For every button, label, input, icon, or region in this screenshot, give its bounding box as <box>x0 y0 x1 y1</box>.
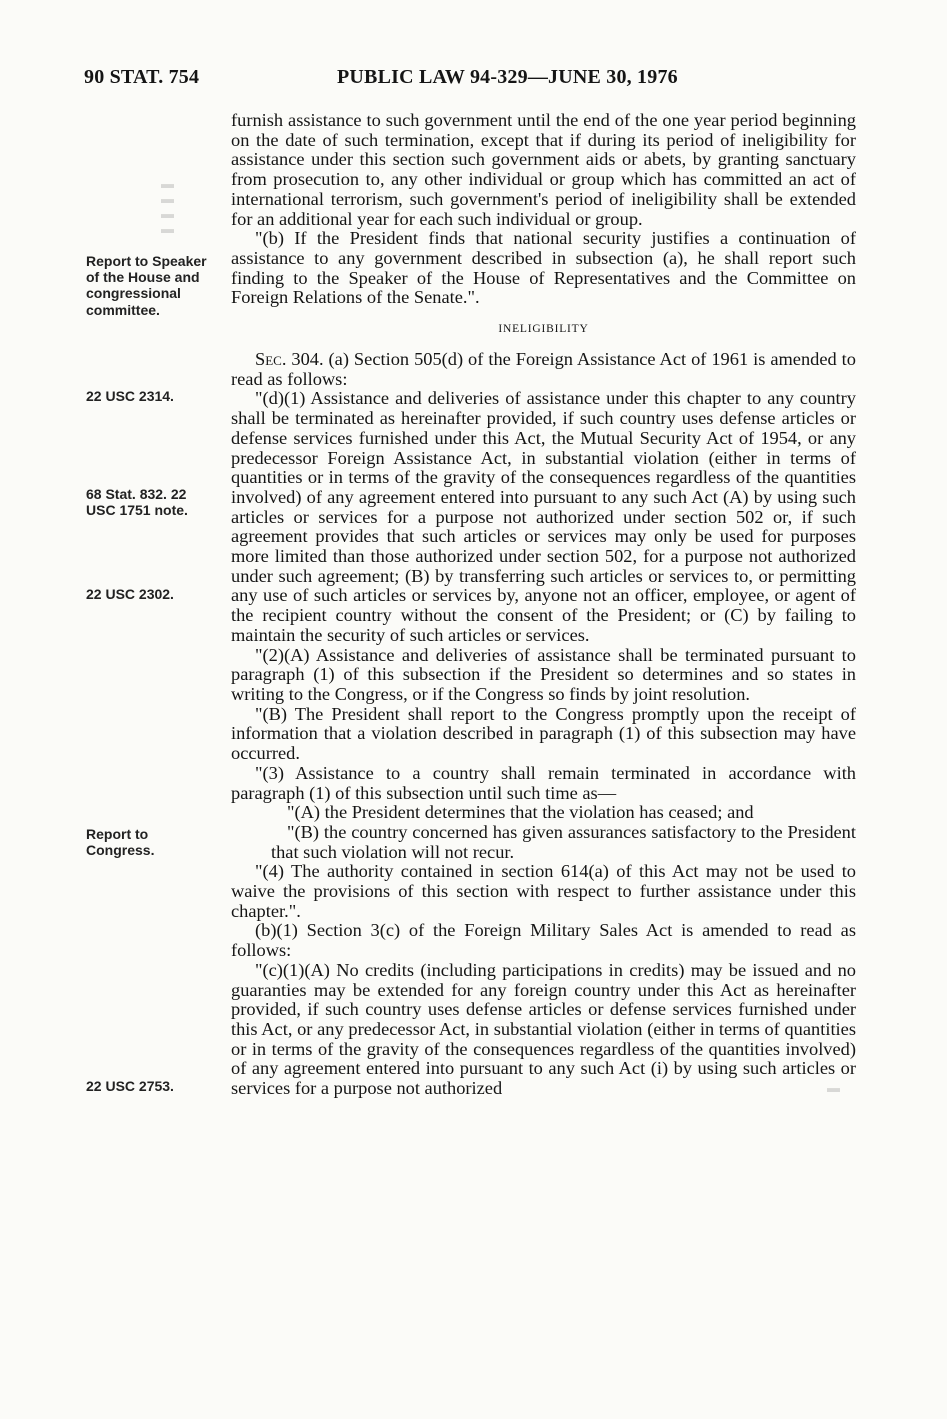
paragraph: "(B) the country concerned has given assurances satisfactory to the President that such violation will not recur. <box>271 821 856 862</box>
bleed-through-mark: ▬ ▬ ▬ ▬ <box>161 176 174 236</box>
paragraph: "(b) If the President finds that national security justifies a continuation of assistance to any government described in subsection (a), he shall report such finding to the Speaker of the House of Representatives and the Committee on Foreign Relations of the Senate.". <box>231 228 856 308</box>
margin-note-22usc2314: 22 USC 2314. <box>86 388 174 404</box>
paragraph: "(4) The authority contained in section 614(a) of this Act may not be used to waive the provisions of this section with respect to further assistance under this chapter.". <box>231 861 856 921</box>
paragraph: "(3) Assistance to a country shall remain terminated in accordance with paragraph (1) of this subsection until such time as— <box>231 762 856 803</box>
margin-note-22usc2302: 22 USC 2302. <box>86 586 174 602</box>
paragraph: "(c)(1)(A) No credits (including participations in credits) may be issued and no guaranties may be extended for any foreign country under this Act as hereinafter provided, if such country uses defense articles or defense services furnished under this Act, or any predecessor Act, in substantial violation (either in terms of quantities or in terms of the gravity of the consequences regardless of the quantities involved) of any agreement entered into pursuant to any such Act (i) by using such articles or services for a purpose not authorized <box>231 959 856 1099</box>
paragraph: (b)(1) Section 3(c) of the Foreign Military Sales Act is amended to read as follows: <box>231 920 856 961</box>
section-label: Sec. <box>255 349 287 370</box>
section-text: 304. (a) Section 505(d) of the Foreign Assistance Act of 1961 is amended to read as follows: <box>231 349 856 389</box>
margin-note-22usc2753: 22 USC 2753. <box>86 1078 174 1094</box>
margin-note-report-congress: Report to Congress. <box>86 826 155 859</box>
margin-note-68stat832: 68 Stat. 832. 22 USC 1751 note. <box>86 486 188 519</box>
stat-page-number: 90 STAT. 754 <box>84 66 200 88</box>
paragraph: "(2)(A) Assistance and deliveries of assistance shall be terminated pursuant to paragraph (1) of this subsection if the President so determines and so states in writing to the Congress, or if the Congress so finds by joint resolution. <box>231 644 856 704</box>
statute-body <box>231 111 856 1099</box>
bleed-through-mark: ▬ <box>827 1080 840 1095</box>
margin-note-report-speaker: Report to Speaker of the House and congressional committee. <box>86 253 207 318</box>
paragraph: furnish assistance to such government until the end of the one year period beginning on the date of such termination, except that if during its period of ineligibility for assistance under this section such government aids or abets, by granting sanctuary from prosecution to, any other individual or group which has committed an act of international terrorism, such government's period of ineligibility shall be extended for an additional year for each such individual or group. <box>231 110 856 229</box>
paragraph: "(A) the President determines that the violation has ceased; and <box>287 802 754 823</box>
paragraph: "(B) The President shall report to the Congress promptly upon the receipt of information that a violation described in paragraph (1) of this subsection may have occurred. <box>231 703 856 764</box>
running-title: PUBLIC LAW 94-329—JUNE 30, 1976 <box>337 66 678 88</box>
paragraph <box>231 350 856 389</box>
paragraph: "(d)(1) Assistance and deliveries of assistance under this chapter to any country shall be terminated as hereinafter provided, if such country uses defense articles or defense services furnished under this Act, the Mutual Security Act of 1954, or any predecessor Foreign Assistance Act, in substantial violation (either in terms of quantities or in terms of the gravity of the consequences regardless of the quantities involved) of any agreement entered into pursuant to any such Act (A) by using such articles or services for a purpose not authorized under section 502 or, if such agreement provides that such articles or services may only be used for purposes more limited than those authorized under section 502, for a purpose not authorized under such agreement; (B) by transferring such articles or services to, or permitting any use of such articles or services by, anyone not an officer, employee, or agent of the recipient country without the consent of the President; or (C) by failing to maintain the security of such articles or services. <box>231 388 856 645</box>
section-heading: INELIGIBILITY <box>498 323 589 336</box>
